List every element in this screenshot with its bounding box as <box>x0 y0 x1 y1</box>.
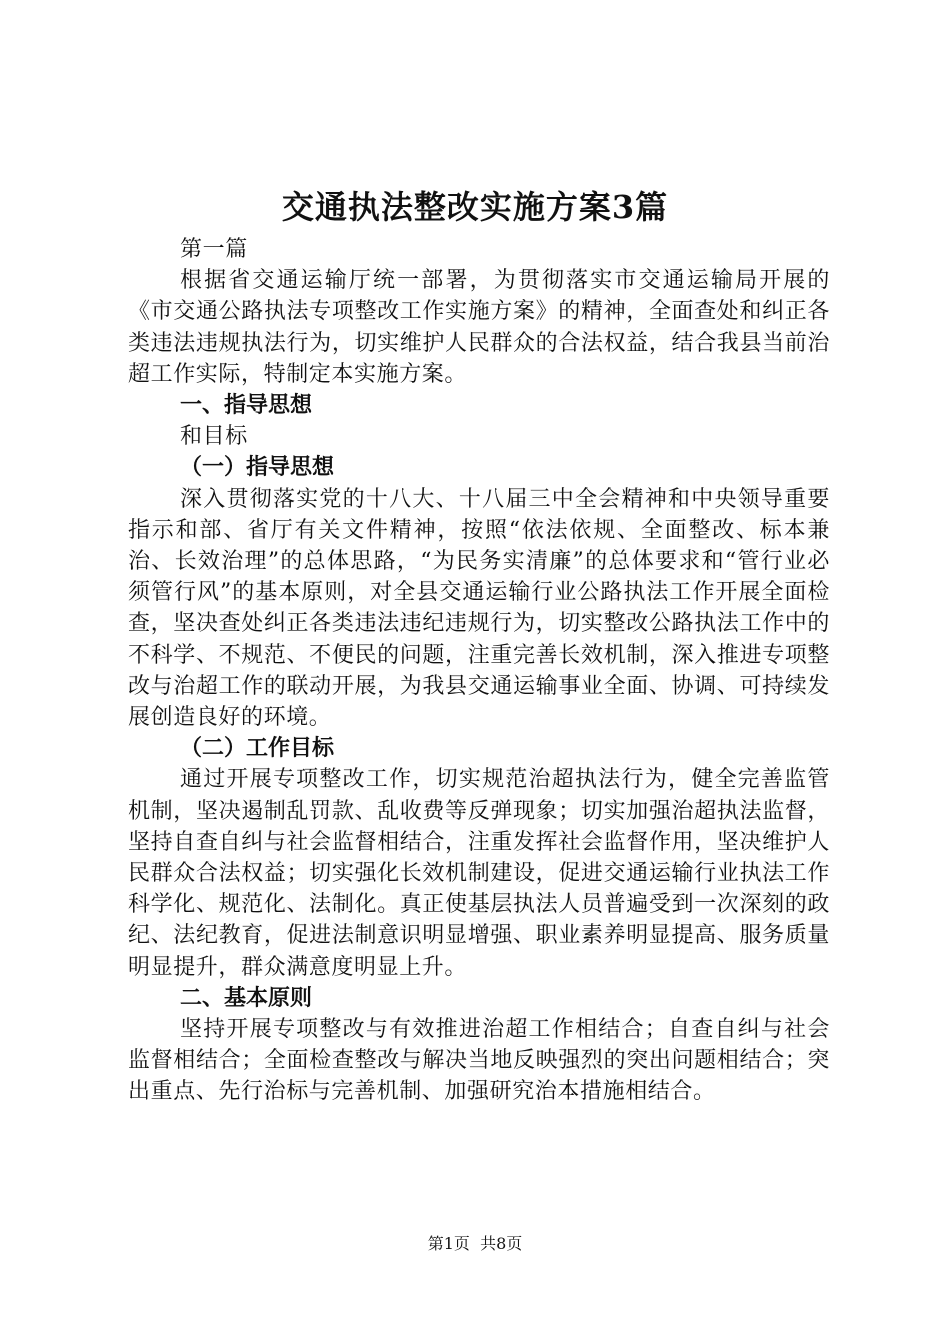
section-heading-basic-principles: 二、基本原则 <box>180 985 313 1011</box>
part-label: 第一篇 <box>180 237 248 262</box>
subsection-heading-guiding-ideology: （一）指导思想 <box>180 455 335 481</box>
page-number: 第1页 共8页 <box>427 1234 523 1253</box>
section-heading-continuation: 和目标 <box>180 424 248 450</box>
section-heading-guiding-ideology: 一、指导思想 <box>180 393 313 419</box>
basic-principles-paragraph: 坚持开展专项整改与有效推进治超工作相结合；自查自纠与社会监督相结合；全面检查整改与解决当地反映强烈的突出问题相结合；突出重点、先行治标与完善机制、加强研究治本措施相结合。 <box>128 1017 830 1105</box>
document-body <box>128 234 830 1108</box>
document-title: 交通执法整改实施方案3篇 <box>281 188 669 226</box>
page-footer <box>0 1233 950 1255</box>
subsection-heading-work-goals: （二）工作目标 <box>180 736 335 762</box>
intro-paragraph: 根据省交通运输厅统一部署，为贯彻落实市交通运输局开展的《市交通公路执法专项整改工作实施方案》的精神，全面查处和纠正各类违法违规执法行为，切实维护人民群众的合法权益，结合我县当前治超工作实际，特制定本实施方案。 <box>128 268 830 387</box>
guiding-ideology-paragraph: 深入贯彻落实党的十八大、十八届三中全会精神和中央领导重要指示和部、省厅有关文件精神，按照“依法依规、全面整改、标本兼治、长效治理”的总体思路，“为民务实清廉”的总体要求和“管行业必须管行风”的基本原则，对全县交通运输行业公路执法工作开展全面检查，坚决查处纠正各类违法违纪违规行为，切实整改公路执法工作中的不科学、不规范、不便民的问题，注重完善长效机制，深入推进专项整改与治超工作的联动开展，为我县交通运输事业全面、协调、可持续发展创造良好的环境。 <box>128 486 830 731</box>
work-goals-paragraph: 通过开展专项整改工作，切实规范治超执法行为，健全完善监管机制，坚决遏制乱罚款、乱收费等反弹现象；切实加强治超执法监督，坚持自查自纠与社会监督相结合，注重发挥社会监督作用，坚决维护人民群众合法权益；切实强化长效机制建设，促进交通运输行业执法工作科学化、规范化、法制化。真正使基层执法人员普遍受到一次深刻的政纪、法纪教育，促进法制意识明显增强、职业素养明显提高、服务质量明显提升，群众满意度明显上升。 <box>128 767 830 980</box>
